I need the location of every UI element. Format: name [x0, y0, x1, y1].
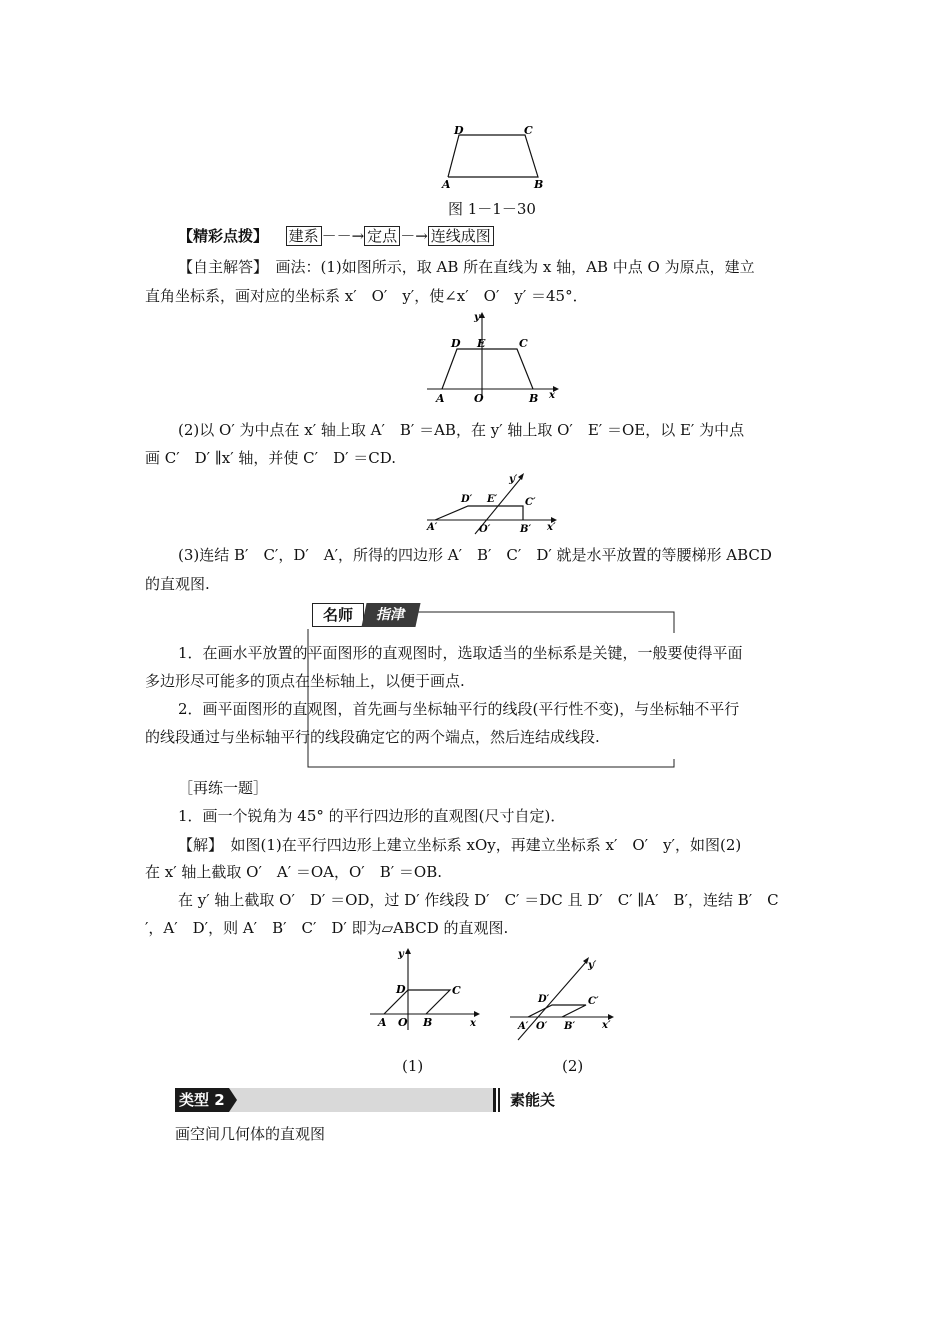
teacher-p2-line-1: 2．画平面图形的直观图，首先画与坐标轴平行的线段(平行性不变)，与坐标轴不平行: [178, 700, 740, 718]
label-D: D: [451, 337, 461, 350]
section-title: 画空间几何体的直观图: [175, 1125, 326, 1143]
label-C-prime: C′: [525, 497, 536, 508]
trapezoid-figure: [430, 120, 560, 192]
label-C: C: [524, 124, 533, 137]
teacher-tip-tag: [312, 603, 420, 627]
label-y: y: [474, 312, 480, 323]
label-A: A: [436, 392, 445, 405]
label-x: x: [470, 1018, 476, 1029]
oblique-parallelogram-figure: [508, 954, 618, 1044]
label-O: O: [474, 392, 484, 405]
label-O-prime: O′: [536, 1021, 548, 1032]
label-E-prime: E′: [487, 494, 498, 505]
label-x: x: [549, 390, 555, 401]
label-A: A: [442, 178, 451, 191]
parallelogram-figure: [368, 944, 488, 1036]
label-y-prime: y′: [588, 960, 597, 971]
solution-line-2: 直角坐标系，画对应的坐标系 x′ O′ y′，使∠x′ O′ y′ ＝45°．: [145, 287, 588, 305]
label-A-prime: A′: [518, 1021, 529, 1032]
section-right-label: 素能关: [495, 1088, 555, 1112]
label-O-prime: O′: [479, 524, 491, 535]
step-connect: 连线成图: [428, 226, 494, 246]
practice-question: 1．画一个锐角为 45° 的平行四边形的直观图(尺寸自定)．: [178, 807, 566, 825]
practice-solution-2: 在 x′ 轴上截取 O′ A′ ＝OA，O′ B′ ＝OB.: [145, 863, 442, 881]
section-type-label: 类型 2: [175, 1088, 229, 1112]
step-build-axes: 建系: [286, 226, 322, 246]
caption-fig-1: (1): [402, 1057, 424, 1075]
label-B: B: [529, 392, 539, 405]
practice-solution-4: ′，A′ D′，则 A′ B′ C′ D′ 即为▱ABCD 的直观图.: [145, 919, 509, 937]
label-D-prime: D′: [538, 994, 550, 1005]
label-C-prime: C′: [588, 996, 599, 1007]
label-O: O: [398, 1016, 408, 1029]
teacher-p2-line-2: 的线段通过与坐标轴平行的线段确定它的两个端点，然后连结成线段.: [145, 728, 600, 746]
tag-part-b: 指津: [361, 603, 420, 627]
teacher-p1-line-1: 1．在画水平放置的平面图形的直观图时，选取适当的坐标系是关键，一般要使得平面: [178, 644, 743, 662]
oblique-trapezoid-figure: [425, 470, 565, 536]
label-B: B: [534, 178, 544, 191]
practice-solution-1: 【解】 如图(1)在平行四边形上建立坐标系 xOy，再建立坐标系 x′ O′ y′，如图(2): [178, 836, 742, 854]
solution-line-3: (2)以 O′ 为中点在 x′ 轴上取 A′ B′ ＝AB，在 y′ 轴上取 O′ E′ ＝OE，以 E′ 为中点: [178, 421, 745, 439]
label-C: C: [519, 337, 528, 350]
practice-solution-3: 在 y′ 轴上截取 O′ D′ ＝OD，过 D′ 作线段 D′ C′ ＝DC 且 D′ C′ ∥A′ B′，连结 B′ C: [178, 891, 779, 909]
label-B-prime: B′: [564, 1021, 576, 1032]
trapezoid-outline: [448, 135, 538, 177]
solution-line-4: 画 C′ D′ ∥x′ 轴，并使 C′ D′ ＝CD.: [145, 449, 397, 467]
label-y: y: [398, 949, 404, 960]
label-A: A: [378, 1016, 387, 1029]
axes-trapezoid-figure: [425, 310, 565, 406]
label-D: D: [454, 124, 464, 137]
label-B-prime: B′: [520, 524, 532, 535]
practice-heading: ［再练一题］: [178, 779, 269, 797]
tips-line: [178, 226, 843, 246]
label-B: B: [423, 1016, 433, 1029]
solution-line-6: 的直观图.: [145, 575, 210, 593]
caption-fig-2: (2): [562, 1057, 584, 1075]
label-D-prime: D′: [461, 494, 473, 505]
label-x-prime: x′: [602, 1020, 611, 1031]
section-divider: [493, 1088, 496, 1112]
label-C: C: [452, 984, 461, 997]
label-x-prime: x′: [547, 522, 556, 533]
section-divider-2: [498, 1088, 500, 1112]
label-y-prime: y′: [509, 474, 518, 485]
label-D: D: [396, 983, 406, 996]
label-A-prime: A′: [427, 522, 438, 533]
teacher-p1-line-2: 多边形尽可能多的顶点在坐标轴上，以便于画点.: [145, 672, 465, 690]
section-arrow: [229, 1088, 237, 1112]
solution-line-5: (3)连结 B′ C′，D′ A′，所得的四边形 A′ B′ C′ D′ 就是水平放置的等腰梯形 ABCD: [178, 546, 772, 564]
tips-label: 【精彩点拨】: [178, 227, 269, 245]
tag-part-a: 名师: [312, 603, 364, 627]
step-fix-points: 定点: [364, 226, 400, 246]
figure-caption: 图 1－1－30: [448, 200, 536, 218]
arrow-1: －－→: [321, 227, 365, 245]
solution-line-1: 【自主解答】 画法：(1)如图所示，取 AB 所在直线为 x 轴，AB 中点 O 为原点，建立: [178, 258, 755, 276]
arrow-2: －→: [400, 227, 428, 245]
label-E: E: [477, 337, 486, 350]
